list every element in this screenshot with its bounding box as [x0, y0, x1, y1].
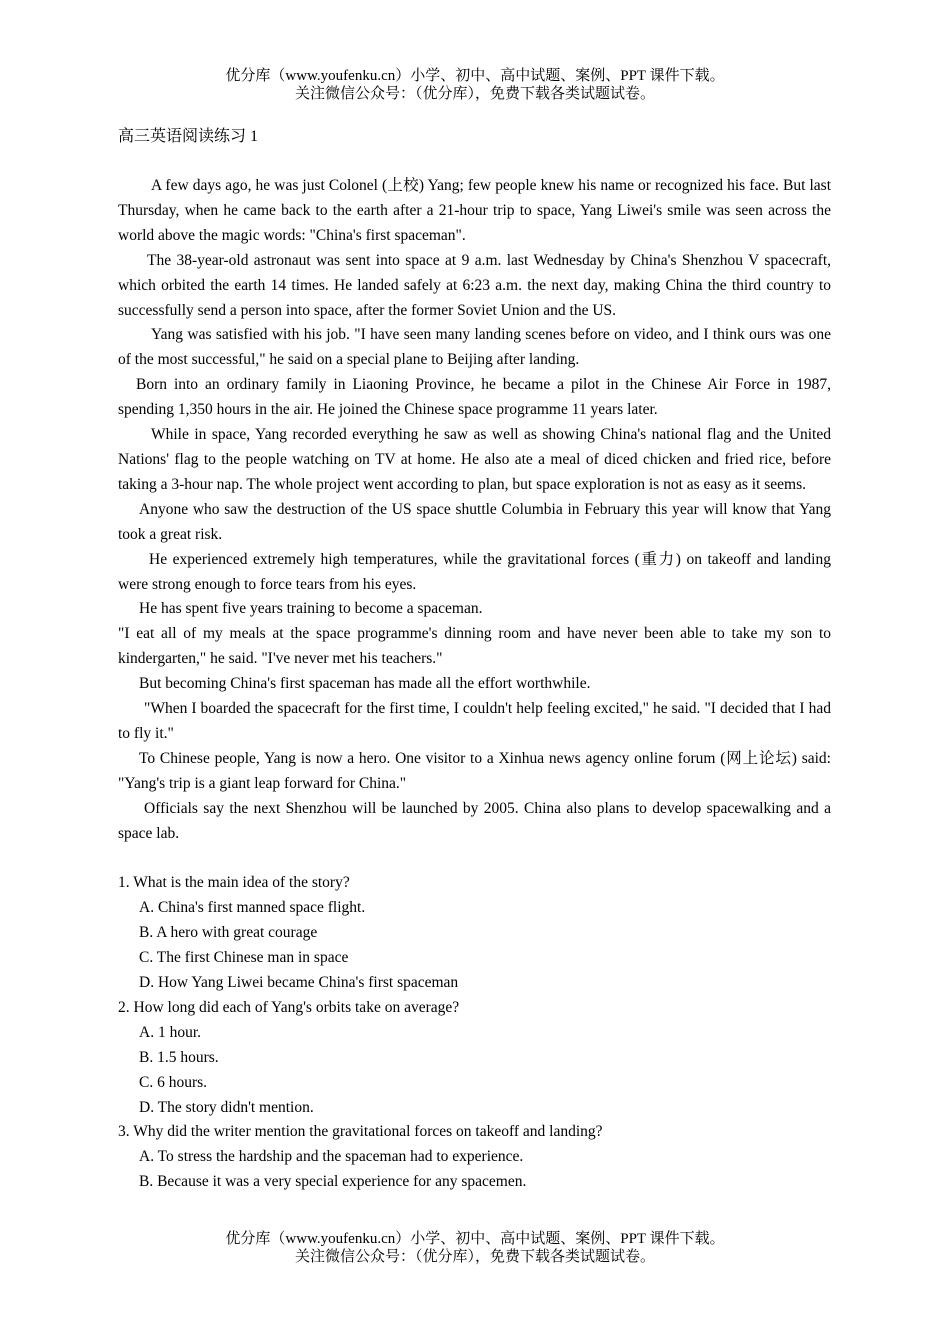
answer-option: A. 1 hour.: [139, 1023, 201, 1041]
passage-paragraph: He experienced extremely high temperatures, while the gravitational forces (重力) on takeoff and landing were strong enough to force tears from his eyes.: [118, 550, 831, 593]
passage-paragraph: Anyone who saw the destruction of the US space shuttle Columbia in February this year will know that Yang took a great risk.: [118, 500, 831, 543]
header-line-2: 关注微信公众号：（优分库），免费下载各类试题试卷。: [294, 86, 655, 102]
document-title: 高三英语阅读练习 1: [118, 128, 259, 145]
reading-passage: [118, 174, 831, 846]
answer-option: A. China's first manned space flight.: [139, 899, 366, 917]
question-text: 1. What is the main idea of the story?: [118, 874, 350, 892]
answer-option: D. The story didn't mention.: [139, 1098, 314, 1116]
answer-option: D. How Yang Liwei became China's first spaceman: [139, 973, 459, 991]
question-text: 2. How long did each of Yang's orbits take on average?: [118, 998, 460, 1016]
footer-line-2: 关注微信公众号：（优分库），免费下载各类试题试卷。: [294, 1249, 655, 1265]
footer-line-1: 优分库（www.youfenku.cn）小学、初中、高中试题、案例、PPT 课件下载。: [225, 1231, 725, 1247]
answer-option: B. A hero with great courage: [139, 924, 318, 942]
passage-paragraph: But becoming China's first spaceman has made all the effort worthwhile.: [139, 675, 591, 693]
passage-paragraph: Officials say the next Shenzhou will be launched by 2005. China also plans to develop spacewalking and a space lab.: [118, 799, 831, 842]
answer-option: C. The first Chinese man in space: [139, 949, 349, 967]
answer-option: B. Because it was a very special experience for any spacemen.: [139, 1173, 527, 1191]
passage-paragraph: To Chinese people, Yang is now a hero. One visitor to a Xinhua news agency online forum (网上论坛) said: "Yang's trip is a giant leap forward for China.": [118, 749, 831, 792]
section-spacer: [118, 846, 831, 871]
page-header: [0, 67, 950, 103]
passage-paragraph: A few days ago, he was just Colonel (上校) Yang; few people knew his name or recognized his face. But last Thursday, when he came back to the earth after a 21-hour trip to space, Yang Liwei's smile was seen across the world above the magic words: "China's first spaceman".: [118, 177, 831, 244]
passage-paragraph: "I eat all of my meals at the space programme's dinning room and have never been able to take my son to kindergarten," he said. "I've never met his teachers.": [118, 625, 831, 668]
passage-paragraph: Born into an ordinary family in Liaoning Province, he became a pilot in the Chinese Air Force in 1987, spending 1,350 hours in the air. He joined the Chinese space programme 11 years later.: [118, 376, 831, 419]
header-line-1: 优分库（www.youfenku.cn）小学、初中、高中试题、案例、PPT 课件下载。: [225, 68, 725, 84]
passage-paragraph: Yang was satisfied with his job. "I have seen many landing scenes before on video, and I think ours was one of the most successful," he said on a special plane to Beijing after landing.: [118, 326, 831, 369]
passage-paragraph: While in space, Yang recorded everything he saw as well as showing China's national flag and the United Nations' flag to the people watching on TV at home. He also ate a meal of diced chicken and fried rice, before taking a 3-hour nap. The whole project went according to plan, but space exploration is not as easy as it seems.: [118, 426, 831, 493]
page-footer: [0, 1230, 950, 1266]
answer-option: A. To stress the hardship and the spaceman had to experience.: [139, 1148, 524, 1166]
answer-option: C. 6 hours.: [139, 1073, 208, 1091]
passage-paragraph: "When I boarded the spacecraft for the first time, I couldn't help feeling excited," he said. "I decided that I had to fly it.": [118, 700, 831, 742]
question-text: 3. Why did the writer mention the gravitational forces on takeoff and landing?: [118, 1123, 603, 1141]
document-body: [118, 174, 831, 1195]
passage-paragraph: The 38-year-old astronaut was sent into space at 9 a.m. last Wednesday by China's Shenzhou V spacecraft, which orbited the earth 14 times. He landed safely at 6:23 a.m. the next day, making China the third country to successfully send a person into space, after the former Soviet Union and the US.: [118, 251, 831, 319]
answer-option: B. 1.5 hours.: [139, 1048, 219, 1066]
passage-paragraph: He has spent five years training to become a spaceman.: [139, 600, 483, 618]
question-list: [118, 871, 831, 1195]
